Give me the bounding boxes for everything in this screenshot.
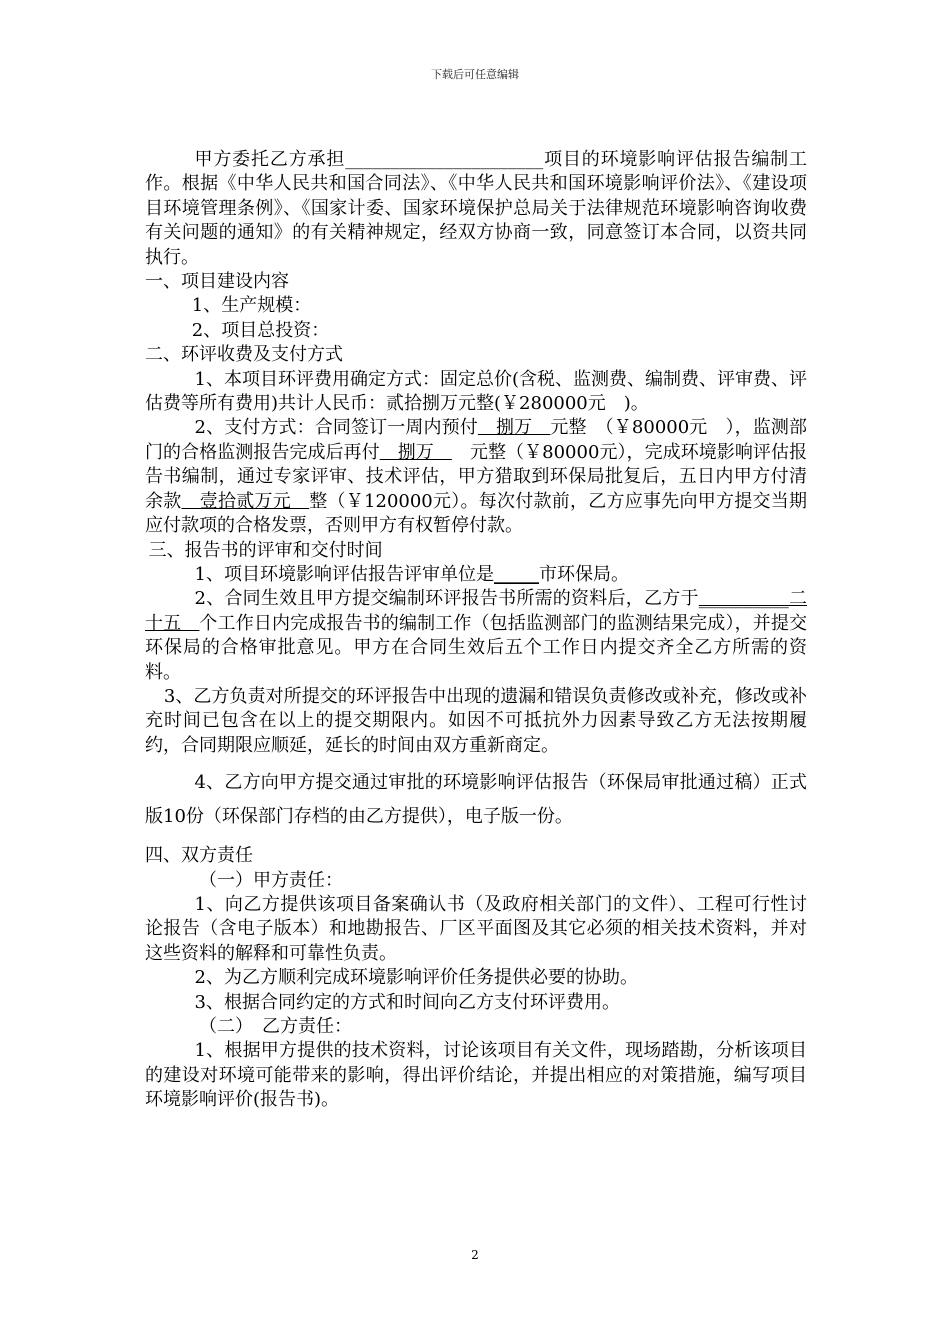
- section-1-title: 一、项目建设内容: [145, 271, 289, 293]
- s3-corrections: 3、乙方负责对所提交的环评报告中出现的遗漏和错误负责修改或补充，修改或补充时间已包含在以上的提交期限内。如因不可抵抗外力因素导致乙方无法按期履约，合同期限应顺延，延长的时间由双方重新商定。: [145, 685, 807, 756]
- project-name-blank: ______________________: [345, 149, 544, 170]
- a-responsibility-2: 2、为乙方顺利完成环境影响评价任务提供必要的协助。: [194, 967, 638, 989]
- working-days-blank: __________二十五: [145, 588, 808, 634]
- a-responsibility-1: 1、向乙方提供该项目备案确认书（及政府相关部门的文件）、工程可行性讨论报告（含电子版本）和地勘报告、厂区平面图及其它必须的相关技术资料，并对这些资料的解释和可靠性负责。: [145, 893, 807, 964]
- contract-body: [145, 148, 807, 1113]
- second-payment-amount: 捌万: [379, 441, 452, 463]
- party-a-heading: （一）甲方责任：: [199, 869, 343, 891]
- s3-review-unit: 1、项目环境影响评估报告评审单位是_____市环保局。: [194, 563, 629, 585]
- section-2-title: 二、环评收费及支付方式: [145, 344, 343, 366]
- intro-paragraph: 甲方委托乙方承担______________________项目的环境影响评估报告编制工作。根据《中华人民共和国合同法》、《中华人民共和国环境影响评价法》、《建设项目环境管理条例》、《国家计委、国家环境保护总局关于法律规范环境影响咨询收费有关问题的通知》的有关精神规定，经双方协商一致，同意签订本合同，以资共同执行。: [145, 149, 808, 268]
- balance-amount: 壹拾贰万元: [181, 490, 310, 512]
- a-responsibility-3: 3、根据合同约定的方式和时间向乙方支付环评费用。: [194, 991, 620, 1013]
- s1-item-scale: 1、生产规模：: [191, 295, 312, 317]
- party-b-heading: （二） 乙方责任：: [199, 1016, 352, 1037]
- b-responsibility-1: 1、根据甲方提供的技术资料，讨论该项目有关文件，现场踏勘，分析该项目的建设对环境可能带来的影响，得出评价结论，并提出相应的对策措施，编写项目环境影响评价(报告书)。: [145, 1040, 807, 1111]
- s3-delivery: 4、乙方向甲方提交通过审批的环境影响评估报告（环保局审批通过稿）正式版10份（环保部门存档的由乙方提供），电子版一份。: [145, 772, 807, 828]
- section-3-title: 三、报告书的评审和交付时间: [148, 539, 383, 561]
- s2-fee-paragraph: 1、本项目环评费用确定方式：固定总价(含税、监测费、编制费、评审费、评估费等所有费用)共计人民币：贰拾捌万元整(￥280000元 )。: [145, 368, 807, 415]
- review-city-blank: _____: [493, 563, 539, 585]
- section-4-title: 四、双方责任: [145, 845, 253, 867]
- s2-payment-paragraph: 2、支付方式：合同签订一周内预付 捌万 元整 （￥80000元 ），监测部门的合格监测报告完成后再付 捌万 元整（￥80000元），完成环境影响评估报告书编制，通过专家评审、技术评估，甲方猎取到环保局批复后，五日内甲方付清余款 壹拾贰万元 整（￥120000元）。每次付款前，乙方应事先向甲方提交当期应付款项的合格发票，否则甲方有权暂停付款。: [145, 417, 808, 537]
- page-header-note: 下载后可任意编辑: [431, 68, 519, 81]
- prepay-amount: 捌万: [477, 417, 551, 439]
- s1-item-investment: 2、项目总投资：: [191, 319, 330, 341]
- s3-deadline: 2、合同生效且甲方提交编制环评报告书所需的资料后，乙方于__________二十五 个工作日内完成报告书的编制工作（包括监测部门的监测结果完成），并提交环保局的合格审批意见。甲方在合同生效后五个工作日内提交齐全乙方所需的资料。: [145, 588, 808, 683]
- page-number: 2: [471, 1248, 479, 1262]
